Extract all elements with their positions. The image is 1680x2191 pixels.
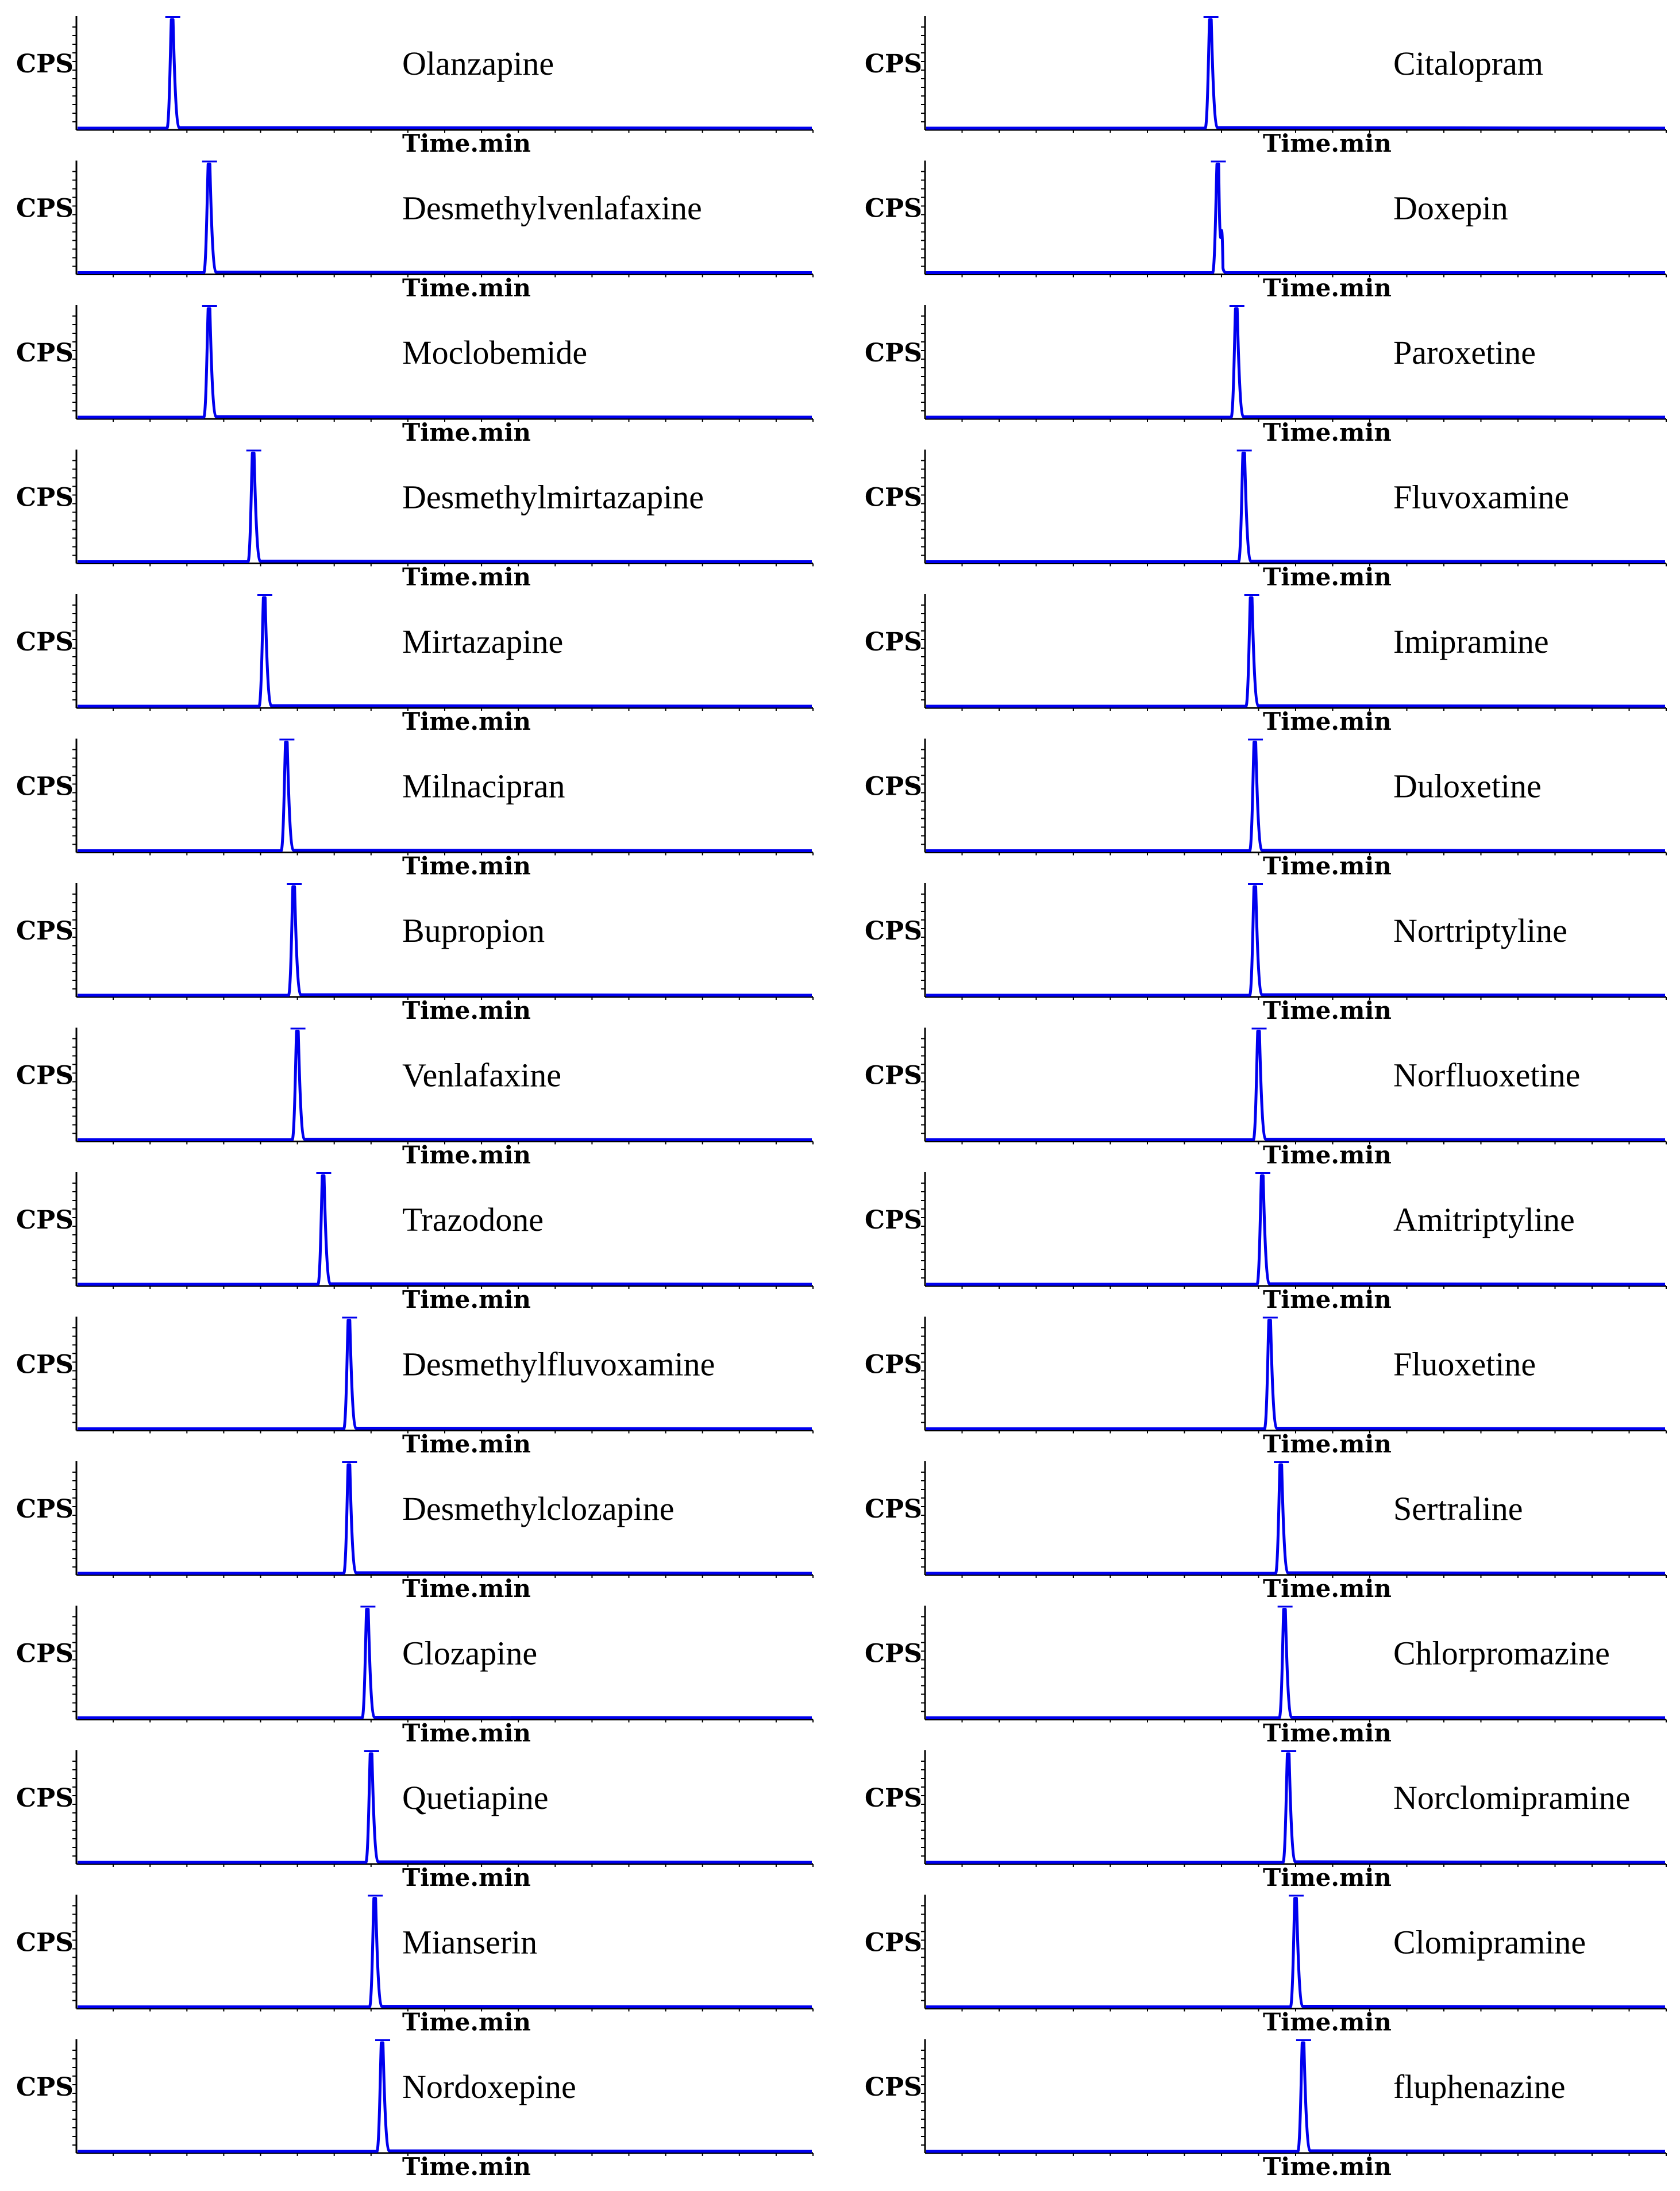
compound-name: Quetiapine xyxy=(402,1779,549,1816)
x-axis-label: Time.min xyxy=(1263,707,1392,736)
peak-annotation xyxy=(342,1461,357,1463)
y-axis-label: CPS xyxy=(865,1206,922,1235)
compound-name: fluphenazine xyxy=(1393,2068,1566,2105)
y-axis-label: CPS xyxy=(16,917,74,946)
y-axis-label: CPS xyxy=(865,1495,922,1524)
chromatogram-panel xyxy=(16,739,813,880)
chromatogram-panel xyxy=(16,1172,813,1314)
chromatogram-panel xyxy=(865,883,1666,1025)
chromatogram-panel xyxy=(16,1317,813,1458)
peak-annotation xyxy=(1230,305,1244,307)
compound-name: Mianserin xyxy=(402,1923,538,1961)
x-axis-label: Time.min xyxy=(1263,1285,1392,1314)
chromatogram-panel xyxy=(16,305,813,446)
peak-trace xyxy=(926,20,1665,128)
chromatogram-panel xyxy=(865,2039,1666,2181)
y-axis-label: CPS xyxy=(16,1206,74,1235)
chromatogram-panel xyxy=(865,1895,1666,2036)
y-axis-label: CPS xyxy=(865,2073,922,2102)
peak-annotation xyxy=(364,1750,379,1752)
x-axis-label: Time.min xyxy=(402,1574,531,1603)
compound-name: Moclobemide xyxy=(402,334,588,371)
chromatogram-panel xyxy=(16,2039,813,2181)
chromatogram-panel xyxy=(16,1895,813,2036)
compound-name: Imipramine xyxy=(1393,623,1549,660)
peak-annotation xyxy=(1211,161,1226,163)
peak-annotation xyxy=(1255,1172,1270,1174)
chromatogram-panel xyxy=(16,450,813,591)
chromatogram-panel xyxy=(865,161,1666,302)
compound-name: Paroxetine xyxy=(1393,334,1536,371)
chromatogram-panel xyxy=(16,1028,813,1169)
peak-annotation xyxy=(165,16,180,18)
compound-name: Mirtazapine xyxy=(402,623,564,660)
peak-annotation xyxy=(279,739,294,741)
y-axis-label: CPS xyxy=(16,1928,74,1958)
chromatogram-panel xyxy=(865,1172,1666,1314)
y-axis-label: CPS xyxy=(16,772,74,802)
chromatogram-panel xyxy=(16,1461,813,1603)
y-axis-label: CPS xyxy=(16,2073,74,2102)
y-axis-label: CPS xyxy=(16,1495,74,1524)
compound-name: Bupropion xyxy=(402,912,545,949)
compound-name: Desmethylvenlafaxine xyxy=(402,189,702,227)
compound-name: Nortriptyline xyxy=(1393,912,1567,949)
compound-name: Olanzapine xyxy=(402,45,554,82)
x-axis-label: Time.min xyxy=(1263,996,1392,1025)
y-axis-label: CPS xyxy=(16,1350,74,1380)
compound-name: Norfluoxetine xyxy=(1393,1056,1581,1094)
y-axis-label: CPS xyxy=(865,917,922,946)
compound-name: Trazodone xyxy=(402,1201,544,1238)
compound-name: Amitriptyline xyxy=(1393,1201,1575,1238)
x-axis-label: Time.min xyxy=(402,1863,531,1892)
peak-annotation xyxy=(368,1895,383,1897)
x-axis-label: Time.min xyxy=(402,129,531,157)
compound-name: Milnacipran xyxy=(402,767,565,805)
y-axis-label: CPS xyxy=(865,1061,922,1091)
chromatogram-panel xyxy=(865,1750,1666,1892)
panel-grid xyxy=(16,16,1666,2181)
x-axis-label: Time.min xyxy=(402,418,531,446)
peak-annotation xyxy=(287,883,302,885)
chromatogram-panel xyxy=(865,1606,1666,1747)
x-axis-label: Time.min xyxy=(402,2153,531,2181)
y-axis-label: CPS xyxy=(865,338,922,368)
y-axis-label: CPS xyxy=(865,483,922,513)
y-axis-label: CPS xyxy=(865,1350,922,1380)
x-axis-label: Time.min xyxy=(1263,1863,1392,1892)
x-axis-label: Time.min xyxy=(402,996,531,1025)
chromatogram-panel xyxy=(16,1606,813,1747)
chromatogram-panel xyxy=(16,1750,813,1892)
x-axis-label: Time.min xyxy=(402,1719,531,1747)
compound-name: Sertraline xyxy=(1393,1490,1523,1527)
peak-trace xyxy=(926,164,1665,273)
peak-annotation xyxy=(360,1606,375,1608)
peak-annotation xyxy=(257,594,272,596)
y-axis-label: CPS xyxy=(865,49,922,79)
peak-annotation xyxy=(291,1028,306,1030)
y-axis-label: CPS xyxy=(16,338,74,368)
peak-annotation xyxy=(246,450,261,452)
x-axis-label: Time.min xyxy=(402,1141,531,1169)
y-axis-label: CPS xyxy=(865,194,922,224)
peak-annotation xyxy=(202,305,217,307)
peak-annotation xyxy=(1252,1028,1267,1030)
compound-name: Duloxetine xyxy=(1393,767,1542,805)
chromatogram-panel xyxy=(865,594,1666,736)
x-axis-label: Time.min xyxy=(1263,129,1392,157)
x-axis-label: Time.min xyxy=(1263,1574,1392,1603)
peak-trace xyxy=(926,309,1665,417)
x-axis-label: Time.min xyxy=(402,1285,531,1314)
y-axis-label: CPS xyxy=(16,1061,74,1091)
x-axis-label: Time.min xyxy=(402,2008,531,2036)
compound-name: Doxepin xyxy=(1393,189,1508,227)
x-axis-label: Time.min xyxy=(402,563,531,591)
chromatogram-panel xyxy=(16,16,813,157)
y-axis-label: CPS xyxy=(865,1784,922,1813)
chromatogram-panel xyxy=(16,594,813,736)
peak-annotation xyxy=(1248,739,1263,741)
y-axis-label: CPS xyxy=(865,1639,922,1669)
y-axis-label: CPS xyxy=(16,1639,74,1669)
compound-name: Desmethylfluvoxamine xyxy=(402,1345,715,1383)
y-axis-label: CPS xyxy=(16,627,74,657)
chromatogram-panel xyxy=(865,305,1666,446)
compound-name: Citalopram xyxy=(1393,45,1543,82)
x-axis-label: Time.min xyxy=(402,707,531,736)
y-axis-label: CPS xyxy=(16,49,74,79)
y-axis-label: CPS xyxy=(16,194,74,224)
x-axis-label: Time.min xyxy=(1263,852,1392,880)
compound-name: Nordoxepine xyxy=(402,2068,576,2105)
x-axis-label: Time.min xyxy=(402,1430,531,1458)
compound-name: Desmethylclozapine xyxy=(402,1490,675,1527)
compound-name: Fluvoxamine xyxy=(1393,478,1570,516)
compound-name: Venlafaxine xyxy=(402,1056,561,1094)
peak-annotation xyxy=(202,161,217,163)
peak-annotation xyxy=(316,1172,331,1174)
x-axis-label: Time.min xyxy=(1263,2153,1392,2181)
peak-annotation xyxy=(1278,1606,1293,1608)
peak-annotation xyxy=(1248,883,1263,885)
y-axis-label: CPS xyxy=(16,1784,74,1813)
peak-annotation xyxy=(342,1317,357,1319)
peak-annotation xyxy=(1204,16,1219,18)
peak-annotation xyxy=(1281,1750,1296,1752)
x-axis-label: Time.min xyxy=(402,852,531,880)
chromatogram-panel xyxy=(865,450,1666,591)
peak-trace xyxy=(926,1465,1665,1573)
peak-trace xyxy=(926,742,1665,851)
compound-name: Clomipramine xyxy=(1393,1923,1586,1961)
peak-annotation xyxy=(1274,1461,1289,1463)
peak-trace xyxy=(926,1320,1665,1429)
chromatogram-panel xyxy=(865,1317,1666,1458)
peak-trace xyxy=(926,598,1665,706)
peak-annotation xyxy=(1244,594,1259,596)
y-axis-label: CPS xyxy=(16,483,74,513)
compound-name: Fluoxetine xyxy=(1393,1345,1536,1383)
y-axis-label: CPS xyxy=(865,772,922,802)
x-axis-label: Time.min xyxy=(1263,2008,1392,2036)
y-axis-label: CPS xyxy=(865,1928,922,1958)
x-axis-label: Time.min xyxy=(1263,1141,1392,1169)
compound-name: Norclomipramine xyxy=(1393,1779,1631,1816)
peak-annotation xyxy=(1237,450,1252,452)
x-axis-label: Time.min xyxy=(1263,1430,1392,1458)
chromatogram-panel xyxy=(865,16,1666,157)
x-axis-label: Time.min xyxy=(402,274,531,302)
chromatogram-panel xyxy=(16,883,813,1025)
x-axis-label: Time.min xyxy=(1263,1719,1392,1747)
x-axis-label: Time.min xyxy=(1263,418,1392,446)
compound-name: Chlorpromazine xyxy=(1393,1634,1610,1672)
peak-annotation xyxy=(375,2039,390,2041)
peak-annotation xyxy=(1296,2039,1311,2041)
chromatogram-panel xyxy=(865,1461,1666,1603)
y-axis-label: CPS xyxy=(865,627,922,657)
chromatogram-panel xyxy=(16,161,813,302)
compound-name: Desmethylmirtazapine xyxy=(402,478,704,516)
chromatogram-panel xyxy=(865,1028,1666,1169)
peak-annotation xyxy=(1289,1895,1304,1897)
x-axis-label: Time.min xyxy=(1263,563,1392,591)
x-axis-label: Time.min xyxy=(1263,274,1392,302)
chromatogram-panel xyxy=(865,739,1666,880)
compound-name: Clozapine xyxy=(402,1634,538,1672)
peak-annotation xyxy=(1263,1317,1278,1319)
